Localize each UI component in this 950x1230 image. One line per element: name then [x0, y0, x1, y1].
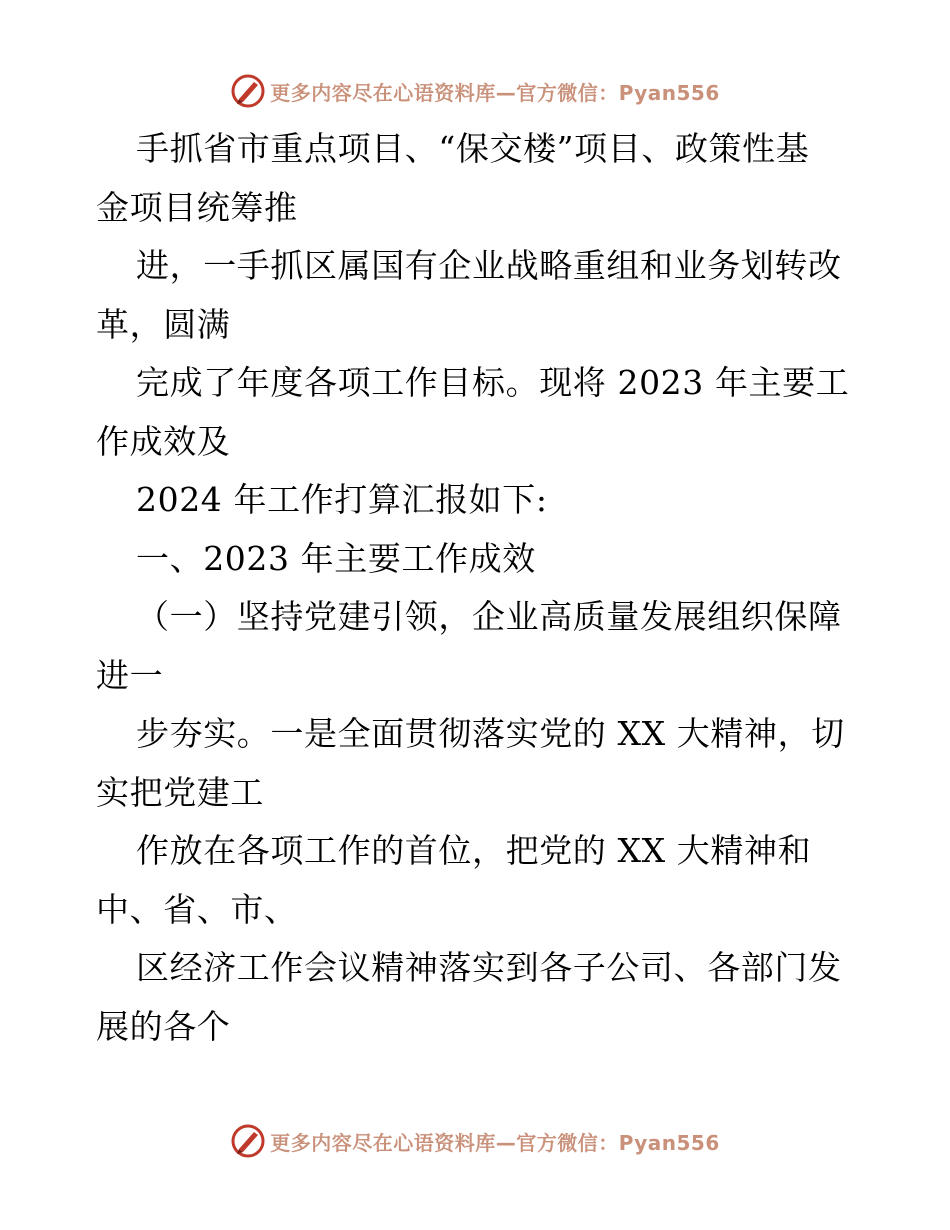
paragraph-line: 展的各个: [96, 1006, 231, 1046]
section-heading-line: 一、2023 年主要工作成效: [136, 538, 536, 578]
header-watermark: [0, 71, 950, 111]
paragraph-9: [96, 939, 856, 1056]
paragraph-line: 进，一手抓区属国有企业战略重组和业务划转改: [136, 246, 842, 285]
paragraph-6: [96, 588, 856, 705]
paragraph-line: 实把党建工: [96, 772, 264, 812]
header-watermark-text: 更多内容尽在心语资料库—官方微信：Pyan556: [270, 80, 720, 105]
footer-watermark-text: 更多内容尽在心语资料库—官方微信：Pyan556: [270, 1130, 720, 1155]
pen-circle-logo-icon: [230, 73, 266, 109]
paragraph-line: 步夯实。一是全面贯彻落实党的 XX 大精神，切: [136, 714, 845, 753]
paragraph-1: [96, 120, 856, 237]
paragraph-line: 中、省、市、: [96, 889, 298, 929]
paragraph-2: [96, 237, 856, 354]
paragraph-line: 革，圆满: [96, 304, 231, 344]
paragraph-line: （一）坚持党建引领，企业高质量发展组织保障: [136, 597, 842, 636]
paragraph-line: 作成效及: [96, 421, 231, 461]
footer-watermark: [0, 1121, 950, 1161]
paragraph-7: [96, 705, 856, 822]
paragraph-line: 进一: [96, 655, 164, 695]
paragraph-line: 完成了年度各项工作目标。现将 2023 年主要工: [136, 363, 850, 402]
paragraph-3: [96, 354, 856, 471]
document-body: [96, 120, 856, 1056]
paragraph-4: [96, 471, 856, 530]
paragraph-line: 手抓省市重点项目、“保交楼”项目、政策性基: [136, 129, 810, 168]
pen-circle-logo-icon: [230, 1123, 266, 1159]
paragraph-line: 区经济工作会议精神落实到各子公司、各部门发: [136, 948, 842, 987]
paragraph-line: 作放在各项工作的首位，把党的 XX 大精神和: [136, 831, 812, 870]
paragraph-line: 2024 年工作打算汇报如下:: [136, 480, 548, 519]
paragraph-8: [96, 822, 856, 939]
section-heading: [96, 530, 856, 589]
paragraph-line: 金项目统筹推: [96, 187, 298, 227]
